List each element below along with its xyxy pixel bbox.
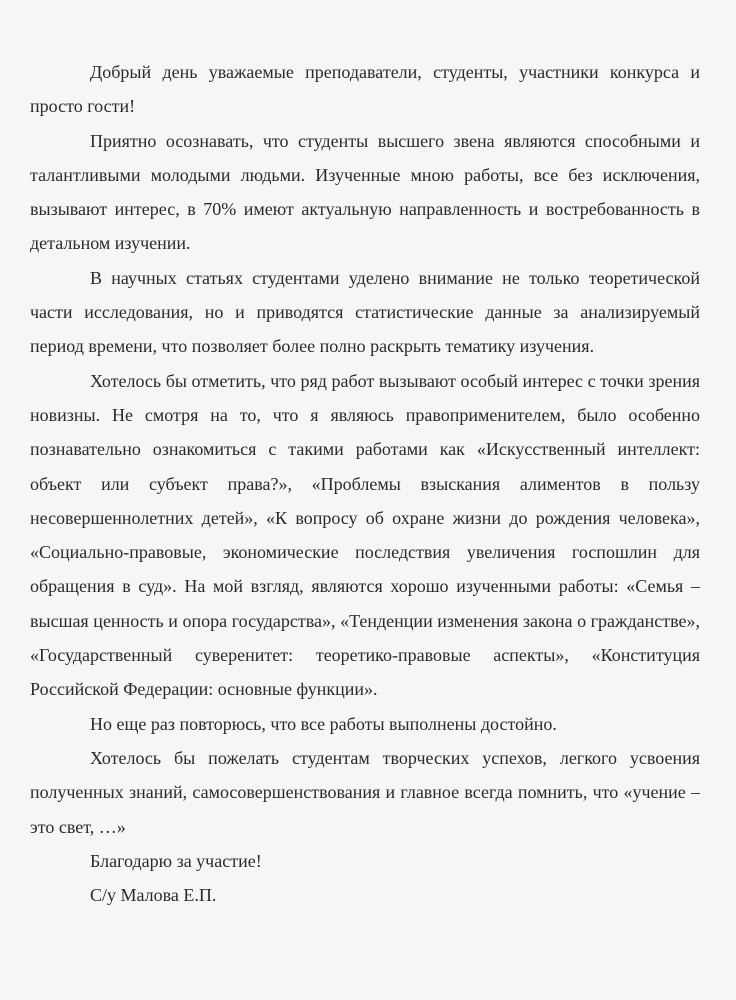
paragraph-greeting: Добрый день уважаемые преподаватели, студенты, участники конкурса и просто гости!	[30, 62, 700, 117]
paragraph-intro: Приятно осознавать, что студенты высшего звена являются способными и талантливыми молодыми людьми. Изученные мною работы, все без исключения, вызывают интерес, в 70% имеют актуальную направленность и востребованность в детальном изучении.	[30, 130, 700, 254]
paragraph-scientific-articles: В научных статьях студентами уделено внимание не только теоретической части исследования, но и приводятся статистические данные за анализируемый период времени, что позволяет более полно раскрыть тематику изучения.	[30, 267, 700, 357]
paragraph-thanks: Благодарю за участие!	[90, 850, 262, 871]
signature: С/у Малова Е.П.	[90, 885, 217, 906]
paragraph-works-list: Хотелось бы отметить, что ряд работ вызывают особый интерес с точки зрения новизны. Не смотря на то, что я являюсь правоприменителем, было особенно познавательно ознакомиться с такими работами как «Искусственный интеллект: объект или субъект права?», «Проблемы взыскания алиментов в пользу несовершеннолетних детей», «К вопросу об охране жизни до рождения человека», «Социально-правовые, экономические последствия увеличения госпошлин для обращения в суд». На мой взгляд, являются хорошо изученными работы: «Семья – высшая ценность и опора государства», «Тенденции изменения закона о гражданстве», «Государственный суверенитет: теоретико-правовые аспекты», «Конституция Российской Федерации: основные функции».	[30, 370, 700, 700]
paragraph-conclusion: Но еще раз повторюсь, что все работы выполнены достойно.	[90, 713, 557, 734]
paragraph-wishes: Хотелось бы пожелать студентам творческих успехов, легкого усвоения полученных знаний, самосовершенствования и главное всегда помнить, что «учение – это свет, …»	[30, 747, 700, 837]
